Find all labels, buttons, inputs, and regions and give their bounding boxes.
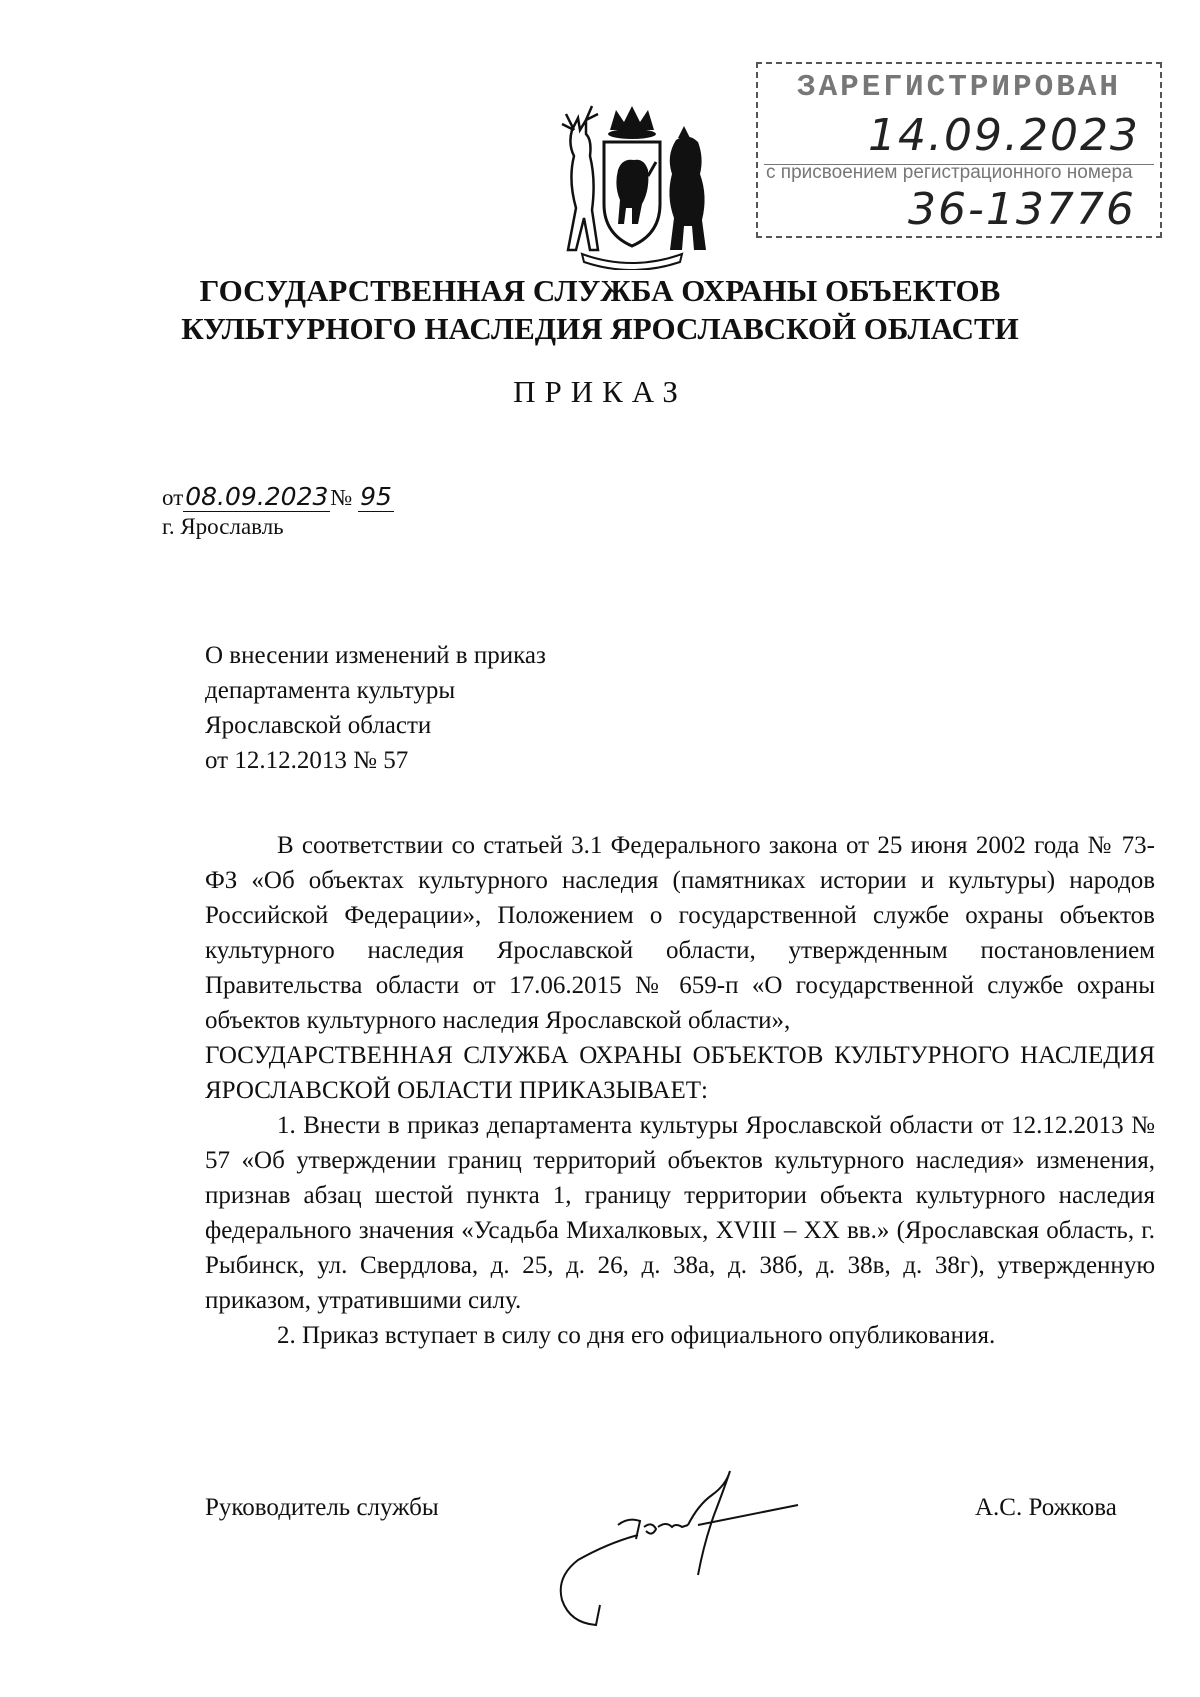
- registration-stamp: [756, 62, 1162, 238]
- signer-name: А.С. Рожкова: [975, 1494, 1117, 1521]
- organization-title-line2: КУЛЬТУРНОГО НАСЛЕДИЯ ЯРОСЛАВСКОЙ ОБЛАСТИ: [181, 311, 1019, 346]
- subject-line: департамента культуры: [205, 677, 456, 704]
- subject-line: Ярославской области: [205, 712, 432, 739]
- document-body: [205, 828, 1155, 1353]
- stamp-registration-number: 36-13776: [908, 184, 1136, 235]
- document-date: 08.09.2023: [185, 482, 329, 511]
- preamble-paragraph: В соответствии со статьей 3.1 Федерального закона от 25 июня 2002 года № 73-ФЗ «Об объектах культурного наследия (памятниках истории и культуры) народов Российской Федерации», Положением о государственной службе охраны объектов культурного наследия Ярославской области, утвержденным постановлением Правительства области от 17.06.2015 № 659-п «О государственной службе охраны объектов культурного наследия Ярославской области»,: [205, 832, 1155, 1034]
- number-prefix: №: [330, 485, 353, 510]
- signer-position: Руководитель службы: [205, 1494, 439, 1521]
- handwritten-signature: [548, 1465, 848, 1630]
- subject-line: от 12.12.2013 № 57: [205, 747, 409, 774]
- stamp-date: 14.09.2023: [868, 110, 1140, 161]
- city: г. Ярославль: [162, 514, 284, 539]
- document-number: 95: [360, 482, 392, 511]
- order-item-2: 2. Приказ вступает в силу со дня его официального опубликования.: [277, 1322, 996, 1349]
- organization-title-line1: ГОСУДАРСТВЕННАЯ СЛУЖБА ОХРАНЫ ОБЪЕКТОВ: [199, 273, 1001, 308]
- order-item-1: 1. Внести в приказ департамента культуры Ярославской области от 12.12.2013 № 57 «Об утверждении границ территорий объектов культурного наследия» изменения, признав абзац шестой пункта 1, границу территории объекта культурного наследия федерального значения «Усадьба Михалковых, XVIII – XX вв.» (Ярославская область, г. Рыбинск, ул. Свердлова, д. 25, д. 26, д. 38а, д. 38б, д. 38в, д. 38г), утвержденную приказом, утратившими силу.: [205, 1112, 1155, 1314]
- date-prefix: от: [162, 485, 184, 510]
- stamp-title: ЗАРЕГИСТРИРОВАН: [796, 70, 1122, 105]
- stamp-subtitle: с присвоением регистрационного номера: [766, 162, 1133, 183]
- document-type: ПРИКАЗ: [513, 374, 687, 409]
- order-phrase: ГОСУДАРСТВЕННАЯ СЛУЖБА ОХРАНЫ ОБЪЕКТОВ КУЛЬТУРНОГО НАСЛЕДИЯ ЯРОСЛАВСКОЙ ОБЛАСТИ ПРИКАЗЫВАЕТ:: [205, 1042, 1155, 1104]
- date-number-line: [162, 482, 394, 511]
- document-subject: [205, 638, 546, 778]
- subject-line: О внесении изменений в приказ: [205, 642, 546, 669]
- organization-title: [150, 272, 1050, 348]
- yaroslavl-coat-of-arms-icon: [552, 100, 712, 270]
